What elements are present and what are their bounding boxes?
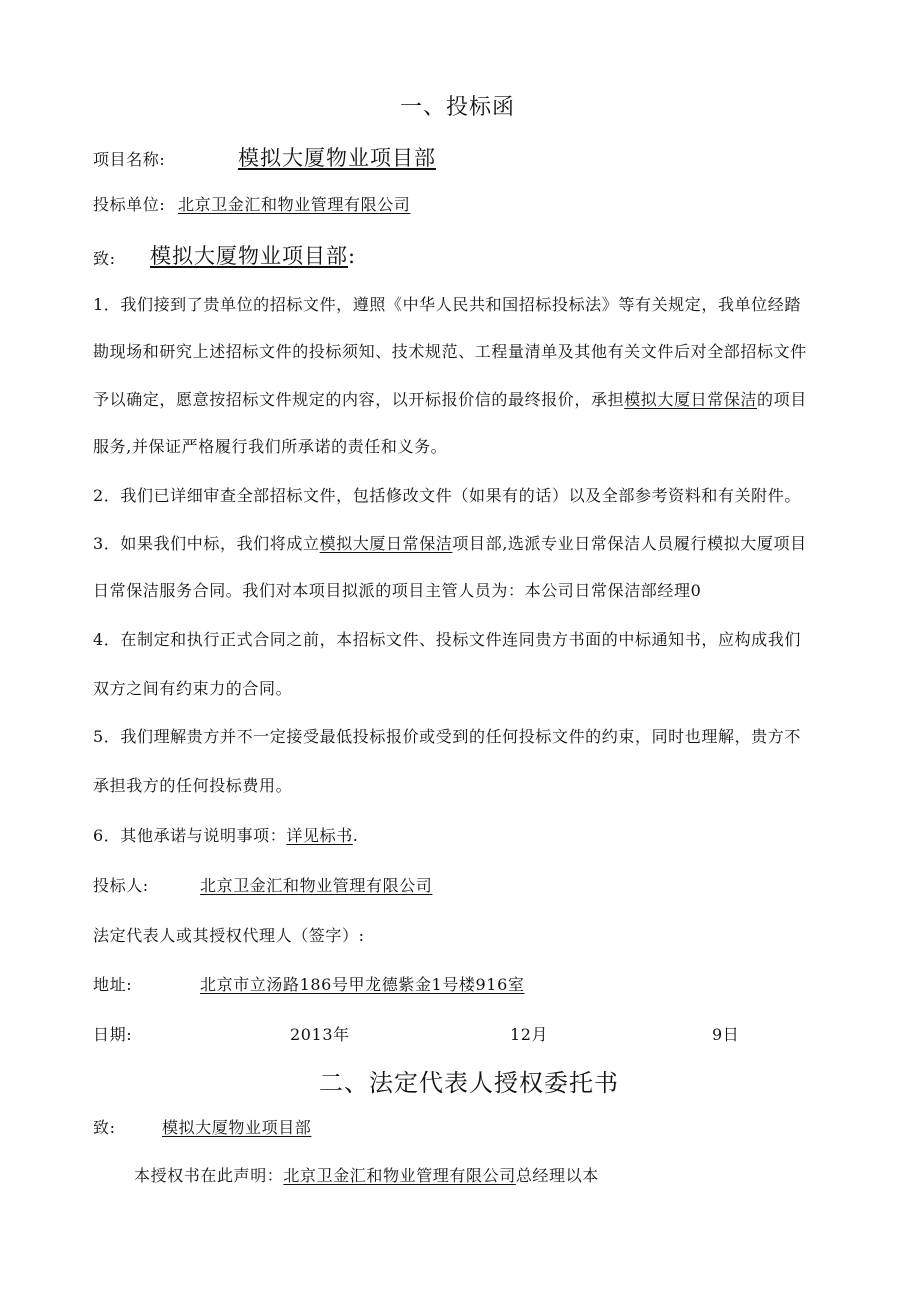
paragraph-2: 2．我们已详细审查全部招标文件，包括修改文件（如果有的话）以及全部参考资料和有关附件。	[93, 486, 801, 505]
paragraph-1-line-3	[93, 387, 807, 410]
paragraph-4-line-1: 4．在制定和执行正式合同之前，本招标文件、投标文件连同贵方书面的中标通知书，应构成我们	[93, 630, 801, 649]
paragraph-1-line-4: 服务,并保证严格履行我们所承诺的责任和义务。	[93, 437, 448, 456]
paragraph-3-line-1-b: 项目部,选派专业日常保洁人员履行模拟大厦项目	[452, 534, 807, 553]
bidder-label: 投标单位:	[93, 195, 166, 214]
legal-rep-label: 法定代表人或其授权代理人（签字）:	[93, 926, 365, 945]
authorization-statement-a: 本授权书在此声明：	[134, 1166, 284, 1185]
paragraph-3-line-1-a: 3．如果我们中标，我们将成立	[93, 534, 320, 553]
paragraph-5-line-1: 5．我们理解贵方并不一定接受最低投标报价或受到的任何投标文件的约束，同时也理解，贵方不	[93, 727, 801, 746]
authorization-recipient-label: 致:	[93, 1118, 116, 1137]
authorization-company: 北京卫金汇和物业管理有限公司	[283, 1166, 516, 1185]
date-day: 9日	[712, 1025, 740, 1044]
paragraph-1-line-1: 1．我们接到了贵单位的招标文件，遵照《中华人民共和国招标投标法》等有关规定，我单位经踏	[93, 295, 801, 314]
signer-label: 投标人:	[93, 876, 149, 895]
recipient-name: 模拟大厦物业项目部	[150, 244, 348, 268]
paragraph-1-line-2: 勘现场和研究上述招标文件的投标须知、技术规范、工程量清单及其他有关文件后对全部招标文件	[93, 342, 807, 361]
project-dept-name: 模拟大厦日常保洁	[319, 534, 453, 553]
address-label: 地址:	[93, 975, 133, 994]
paragraph-3-line-1	[93, 531, 807, 554]
recipient-label: 致:	[93, 249, 116, 268]
paragraph-6-detail: 详见标书	[286, 826, 353, 845]
paragraph-6-text: 6．其他承诺与说明事项：	[93, 826, 287, 845]
recipient-colon: :	[348, 244, 357, 268]
project-name-label: 项目名称:	[93, 150, 166, 169]
service-name: 模拟大厦日常保洁	[624, 390, 758, 409]
date-year: 2013年	[290, 1025, 350, 1044]
authorization-recipient-name: 模拟大厦物业项目部	[162, 1118, 312, 1137]
date-month: 12月	[510, 1025, 549, 1044]
section-title-authorization: 二、法定代表人授权委托书	[319, 1069, 619, 1097]
paragraph-1-line-3-b: 的项目	[757, 390, 807, 409]
recipient-line	[150, 240, 356, 270]
project-name-value: 模拟大厦物业项目部	[238, 146, 436, 170]
paragraph-4-line-2: 双方之间有约束力的合同。	[93, 679, 293, 698]
paragraph-6	[93, 823, 358, 846]
authorization-statement-b: 总经理以本	[515, 1166, 599, 1185]
paragraph-5-line-2: 承担我方的任何投标费用。	[93, 776, 293, 795]
authorization-statement	[134, 1163, 599, 1186]
date-label: 日期:	[93, 1025, 133, 1044]
section-title-bid-letter: 一、投标函	[400, 95, 516, 120]
bidder-name: 北京卫金汇和物业管理有限公司	[178, 195, 411, 214]
address-value: 北京市立汤路186号甲龙德紫金1号楼916室	[200, 975, 525, 994]
paragraph-6-end: .	[352, 826, 359, 845]
paragraph-3-line-2: 日常保洁服务合同。我们对本项目拟派的项目主管人员为：本公司日常保洁部经理0	[93, 581, 702, 600]
signer-name: 北京卫金汇和物业管理有限公司	[200, 876, 433, 895]
paragraph-1-line-3-a: 予以确定，愿意按招标文件规定的内容，以开标报价信的最终报价，承担	[93, 390, 625, 409]
